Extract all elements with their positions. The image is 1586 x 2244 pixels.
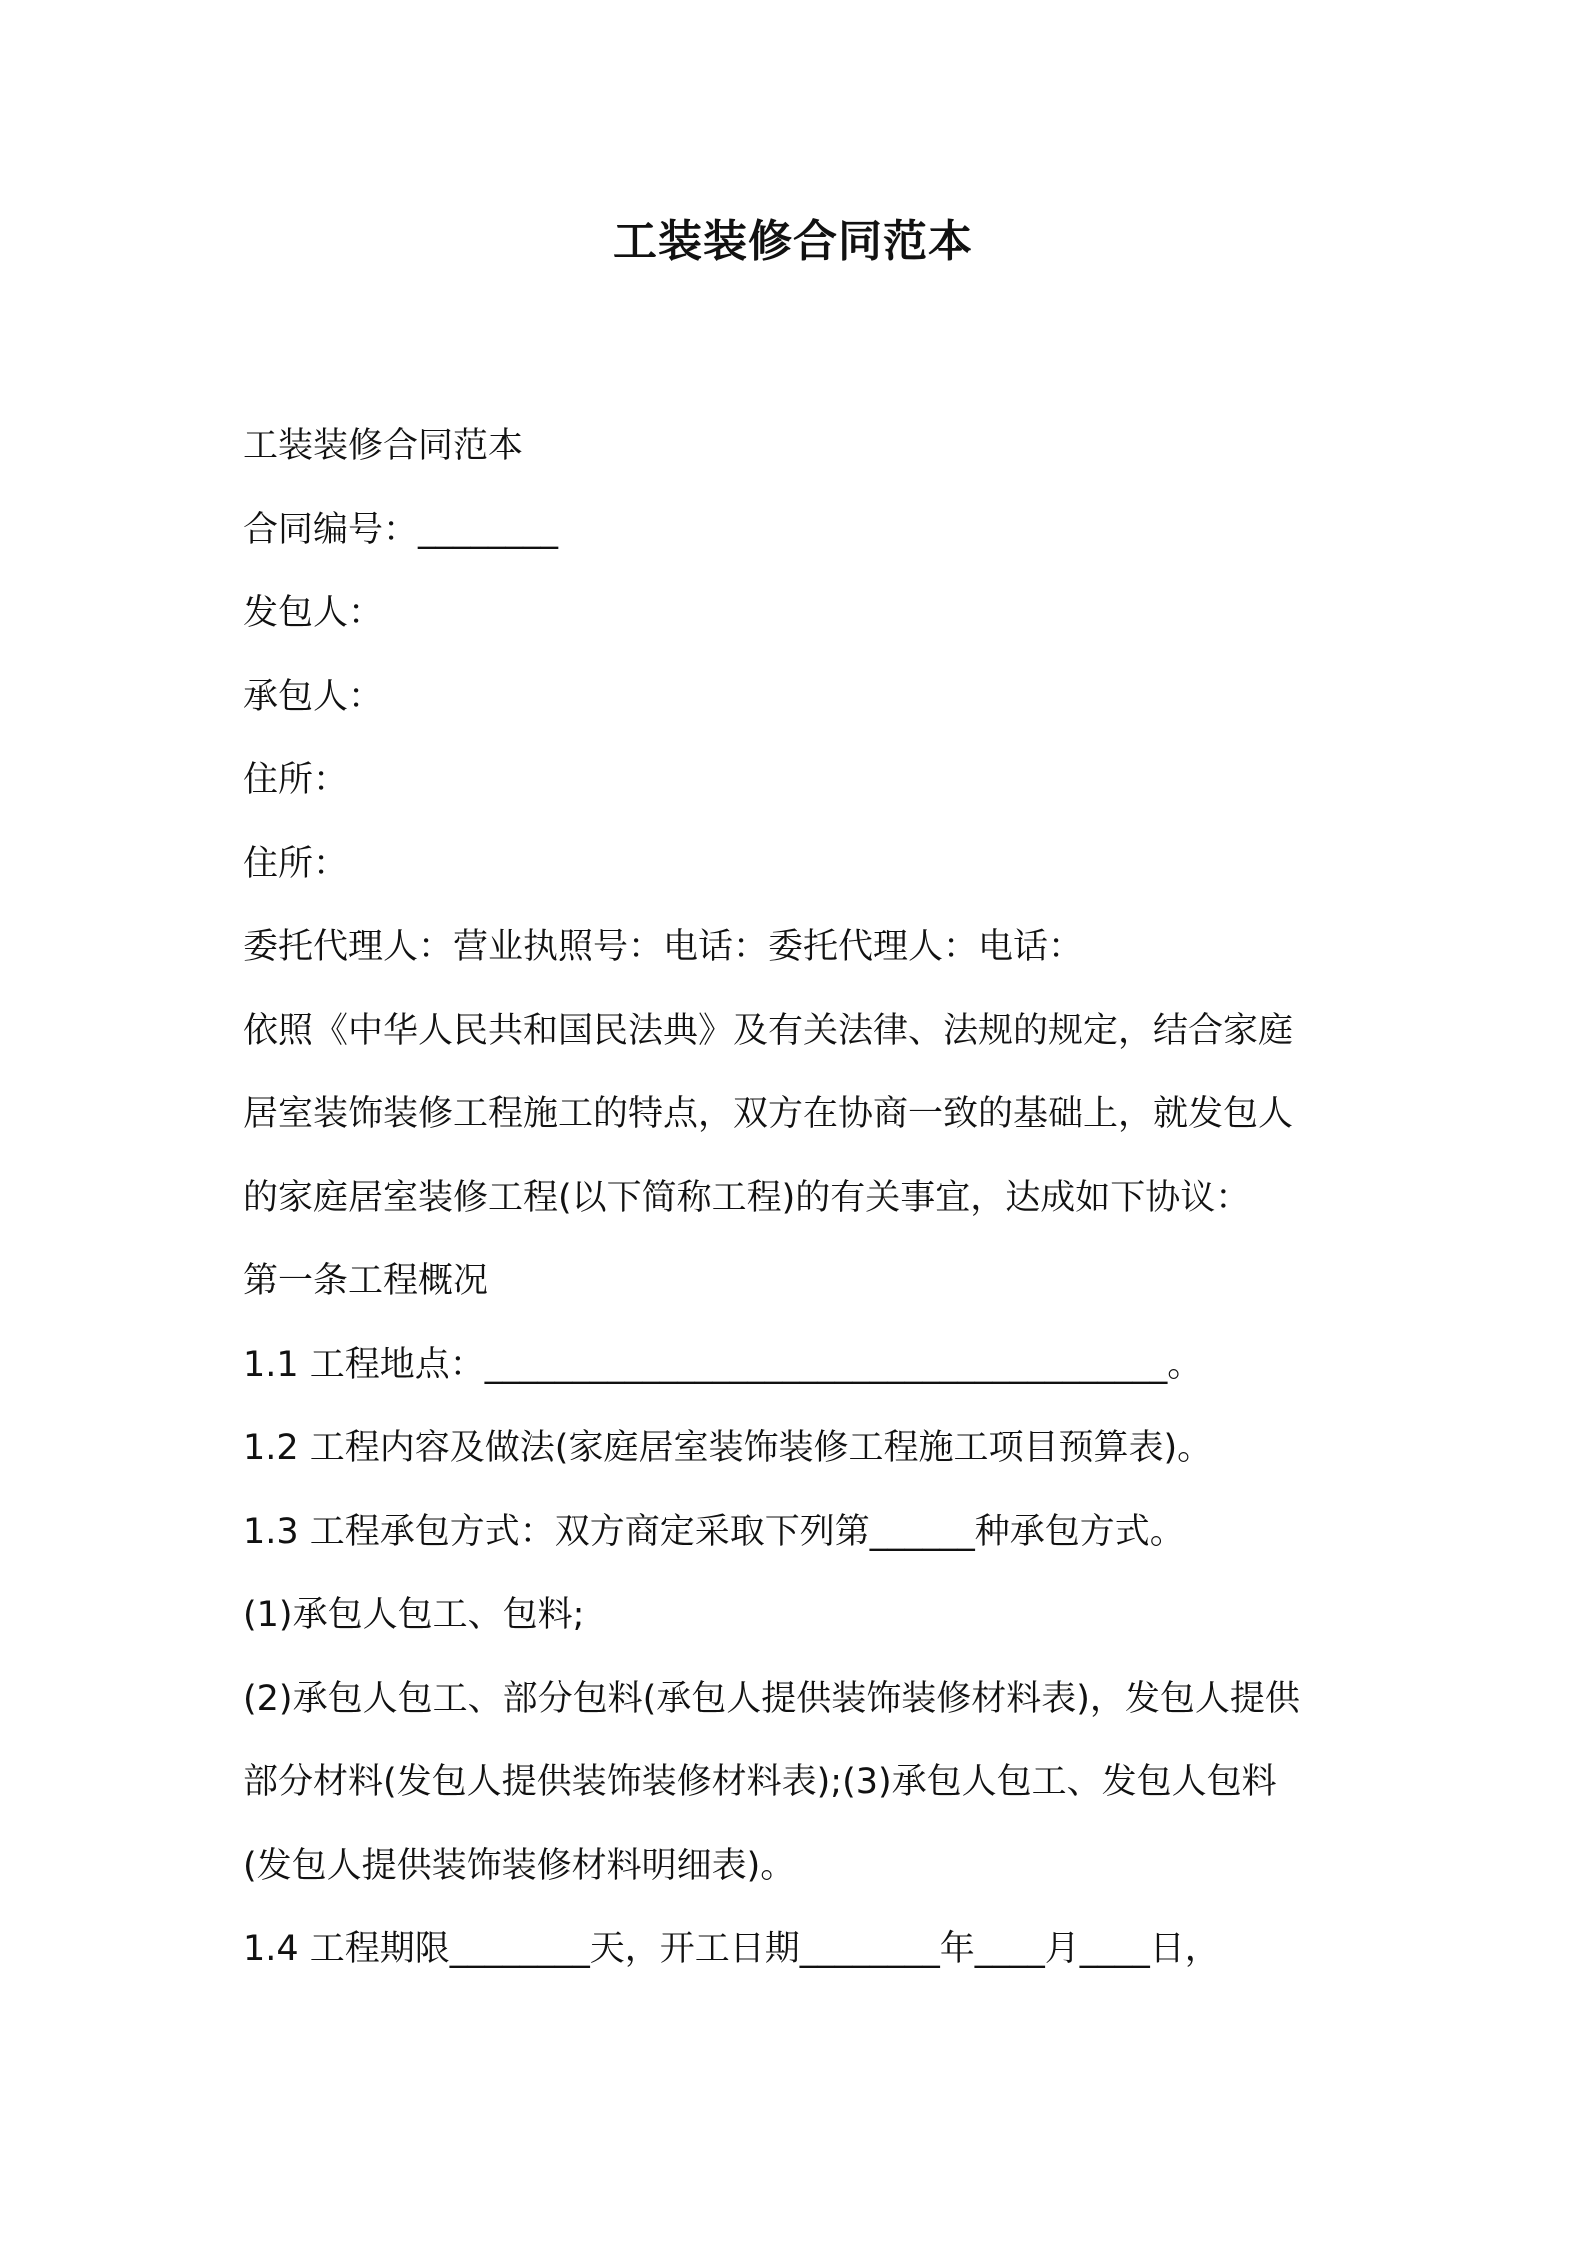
clause-1-2: 1.2 工程内容及做法(家庭居室装饰装修工程施工项目预算表)。 — [243, 1428, 1213, 1468]
preamble-line-2: 居室装饰装修工程施工的特点，双方在协商一致的基础上，就发包人 — [243, 1094, 1294, 1134]
contractor-address-line: 住所： — [243, 843, 349, 884]
employer-address-line: 住所： — [243, 760, 349, 800]
clause-1-4: 1.4 工程期限________天，开工日期________年____月____日， — [243, 1929, 1220, 1969]
option-2-line-2: 部分材料(发包人提供装饰装修材料表);(3)承包人包工、发包人包料 — [243, 1762, 1277, 1802]
document-title: 工装装修合同范本 — [613, 216, 973, 267]
option-3-line: (发包人提供装饰装修材料明细表)。 — [243, 1845, 796, 1886]
agent-info-line: 委托代理人：营业执照号：电话：委托代理人：电话： — [243, 927, 1084, 967]
preamble-line-1: 依照《中华人民共和国民法典》及有关法律、法规的规定，结合家庭 — [243, 1010, 1294, 1051]
option-1: (1)承包人包工、包料; — [243, 1595, 585, 1635]
contractor-line: 承包人： — [243, 676, 384, 717]
employer-line: 发包人： — [243, 593, 384, 633]
article-1-heading: 第一条工程概况 — [243, 1261, 489, 1301]
clause-1-1: 1.1 工程地点：_______________________________________。 — [243, 1344, 1203, 1385]
option-2-line-1: (2)承包人包工、部分包料(承包人提供装饰装修材料表)，发包人提供 — [243, 1678, 1300, 1719]
body-heading: 工装装修合同范本 — [243, 426, 524, 466]
clause-1-3: 1.3 工程承包方式：双方商定采取下列第______种承包方式。 — [243, 1511, 1185, 1552]
document-body — [243, 405, 1355, 1992]
preamble-line-3: 的家庭居室装修工程(以下简称工程)的有关事宜，达成如下协议： — [243, 1177, 1251, 1218]
contract-number-line: 合同编号：________ — [243, 509, 559, 550]
